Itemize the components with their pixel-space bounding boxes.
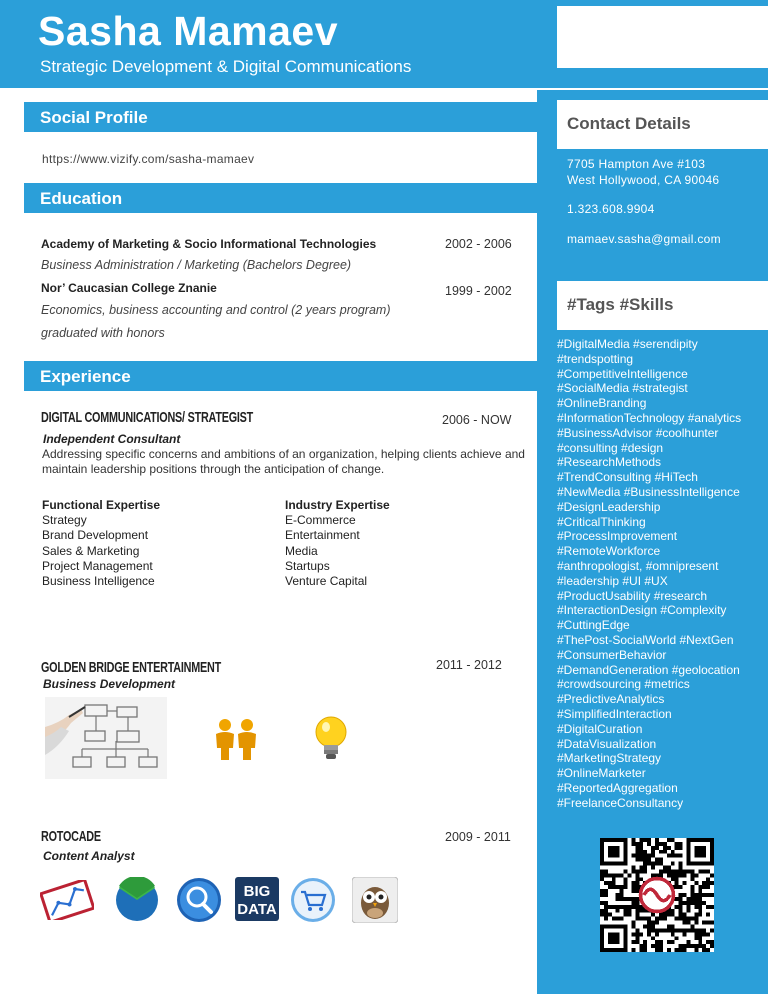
tag-line: #PredictiveAnalytics: [557, 692, 665, 707]
education-degree: Business Administration / Marketing (Bachelors Degree): [41, 258, 352, 272]
tag-line: #BusinessAdvisor #coolhunter: [557, 425, 719, 440]
header-white-box: [557, 6, 768, 68]
industry-heading: Industry Expertise: [285, 498, 390, 512]
tag-line: #NewMedia #BusinessIntelligence: [557, 484, 740, 499]
line-chart-icon: [40, 880, 94, 925]
list-item: Media: [285, 543, 318, 558]
list-item: Sales & Marketing: [42, 543, 140, 558]
tags-heading: #Tags #Skills: [567, 295, 674, 314]
education-heading-bar: [24, 183, 538, 213]
contact-address-2: West Hollywood, CA 90046: [567, 173, 720, 187]
job-role: Business Development: [43, 677, 176, 691]
tag-line: #TrendConsulting #HiTech: [557, 470, 698, 485]
job-description: Addressing specific concerns and ambitions of an organization, helping clients achieve and maintain leadership positions through the anticipation of change.: [42, 447, 525, 476]
social-heading-bar: [24, 102, 538, 132]
big-data-icon: [235, 877, 279, 926]
education-honors: graduated with honors: [41, 326, 165, 340]
list-item: Business Intelligence: [42, 574, 155, 589]
education-years: 2002 - 2006: [445, 237, 512, 251]
tag-line: #anthropologist, #omnipresent: [557, 558, 719, 573]
tag-line: #FreelanceConsultancy: [557, 795, 684, 810]
education-school: Nor’ Caucasian College Znanie: [41, 281, 217, 295]
tag-line: #RemoteWorkforce: [557, 544, 661, 559]
contact-heading: Contact Details: [567, 114, 691, 133]
tag-line: #CuttingEdge: [557, 618, 630, 633]
flowchart-icon: [45, 697, 167, 784]
tag-line: #consulting #design: [557, 440, 664, 455]
tag-line: #SimplifiedInteraction: [557, 706, 672, 721]
industry-expertise: [285, 498, 390, 589]
vizify-link[interactable]: https://www.vizify.com/sasha-mamaev: [42, 152, 255, 166]
job-years: 2011 - 2012: [436, 658, 502, 672]
job-years: 2006 - NOW: [442, 413, 512, 427]
contact-heading-box: [557, 100, 768, 149]
pie-chart-icon: [114, 877, 160, 928]
education-years: 1999 - 2002: [445, 284, 512, 298]
job-title: GOLDEN BRIDGE ENTERTAINMENT: [41, 659, 221, 676]
education-heading: Education: [40, 189, 123, 208]
job-role: Content Analyst: [43, 849, 135, 863]
tag-line: #OnlineMarketer: [557, 766, 646, 781]
job-title: DIGITAL COMMUNICATIONS/ STRATEGIST: [41, 409, 254, 426]
tag-line: #DigitalMedia #serendipity: [557, 337, 698, 351]
tag-line: #trendspotting: [557, 351, 634, 366]
functional-heading: Functional Expertise: [42, 498, 161, 512]
people-icon: [211, 718, 261, 767]
owl-icon: [352, 877, 398, 928]
list-item: Startups: [285, 558, 330, 573]
tag-line: #ThePost-SocialWorld #NextGen: [557, 632, 734, 647]
tag-line: #crowdsourcing #metrics: [557, 677, 690, 692]
functional-expertise: [42, 498, 160, 589]
tags-heading-box: [557, 281, 768, 330]
tag-line: #leadership #UI #UX: [557, 573, 668, 588]
tag-line: #ResearchMethods: [557, 455, 662, 470]
contact-email[interactable]: mamaev.sasha@gmail.com: [567, 232, 721, 246]
tag-line: #OnlineBranding: [557, 396, 647, 411]
tag-line: #CriticalThinking: [557, 514, 646, 529]
tag-line: #DesignLeadership: [557, 499, 661, 514]
shopping-cart-icon: [290, 877, 336, 928]
qr-code[interactable]: [600, 838, 714, 952]
person-subtitle: Strategic Development & Digital Communications: [40, 57, 412, 76]
education-program: Economics, business accounting and control (2 years program): [41, 303, 391, 317]
experience-heading: Experience: [40, 367, 131, 386]
contact-address-1: 7705 Hampton Ave #103: [567, 157, 706, 171]
tag-line: #ProductUsability #research: [557, 588, 708, 603]
job-role: Independent Consultant: [43, 432, 181, 446]
magnifier-icon: [176, 877, 222, 928]
education-school: Academy of Marketing & Socio Informational Technologies: [41, 237, 377, 251]
tag-line: #InformationTechnology #analytics: [557, 410, 742, 425]
big-data-text-2: DATA: [237, 901, 277, 918]
tag-line: #MarketingStrategy: [557, 751, 662, 766]
qr-code-graphic: [600, 838, 714, 952]
tag-line: #ProcessImprovement: [557, 529, 678, 544]
list-item: Brand Development: [42, 528, 149, 543]
big-data-text-1: BIG: [243, 883, 271, 900]
tag-line: #ConsumerBehavior: [557, 647, 667, 662]
social-heading: Social Profile: [40, 108, 148, 127]
person-name: Sasha Mamaev: [38, 8, 339, 54]
tag-line: #DigitalCuration: [557, 721, 643, 736]
tag-line: #ReportedAggregation: [557, 780, 678, 795]
list-item: Project Management: [42, 558, 153, 573]
tags-list: [557, 337, 767, 811]
tag-line: #InteractionDesign #Complexity: [557, 603, 727, 618]
list-item: Entertainment: [285, 528, 360, 543]
experience-heading-bar: [24, 361, 538, 391]
tag-line: #SocialMedia #strategist: [557, 381, 688, 396]
list-item: Strategy: [42, 513, 87, 528]
job-years: 2009 - 2011: [445, 830, 511, 844]
contact-phone[interactable]: 1.323.608.9904: [567, 202, 655, 216]
job-title: ROTOCADE: [41, 828, 101, 845]
tag-line: #DemandGeneration #geolocation: [557, 662, 740, 677]
tag-line: #DataVisualization: [557, 736, 657, 751]
list-item: E-Commerce: [285, 513, 356, 528]
tag-line: #CompetitiveIntelligence: [557, 366, 688, 381]
lightbulb-icon: [313, 715, 349, 768]
list-item: Venture Capital: [285, 574, 368, 589]
